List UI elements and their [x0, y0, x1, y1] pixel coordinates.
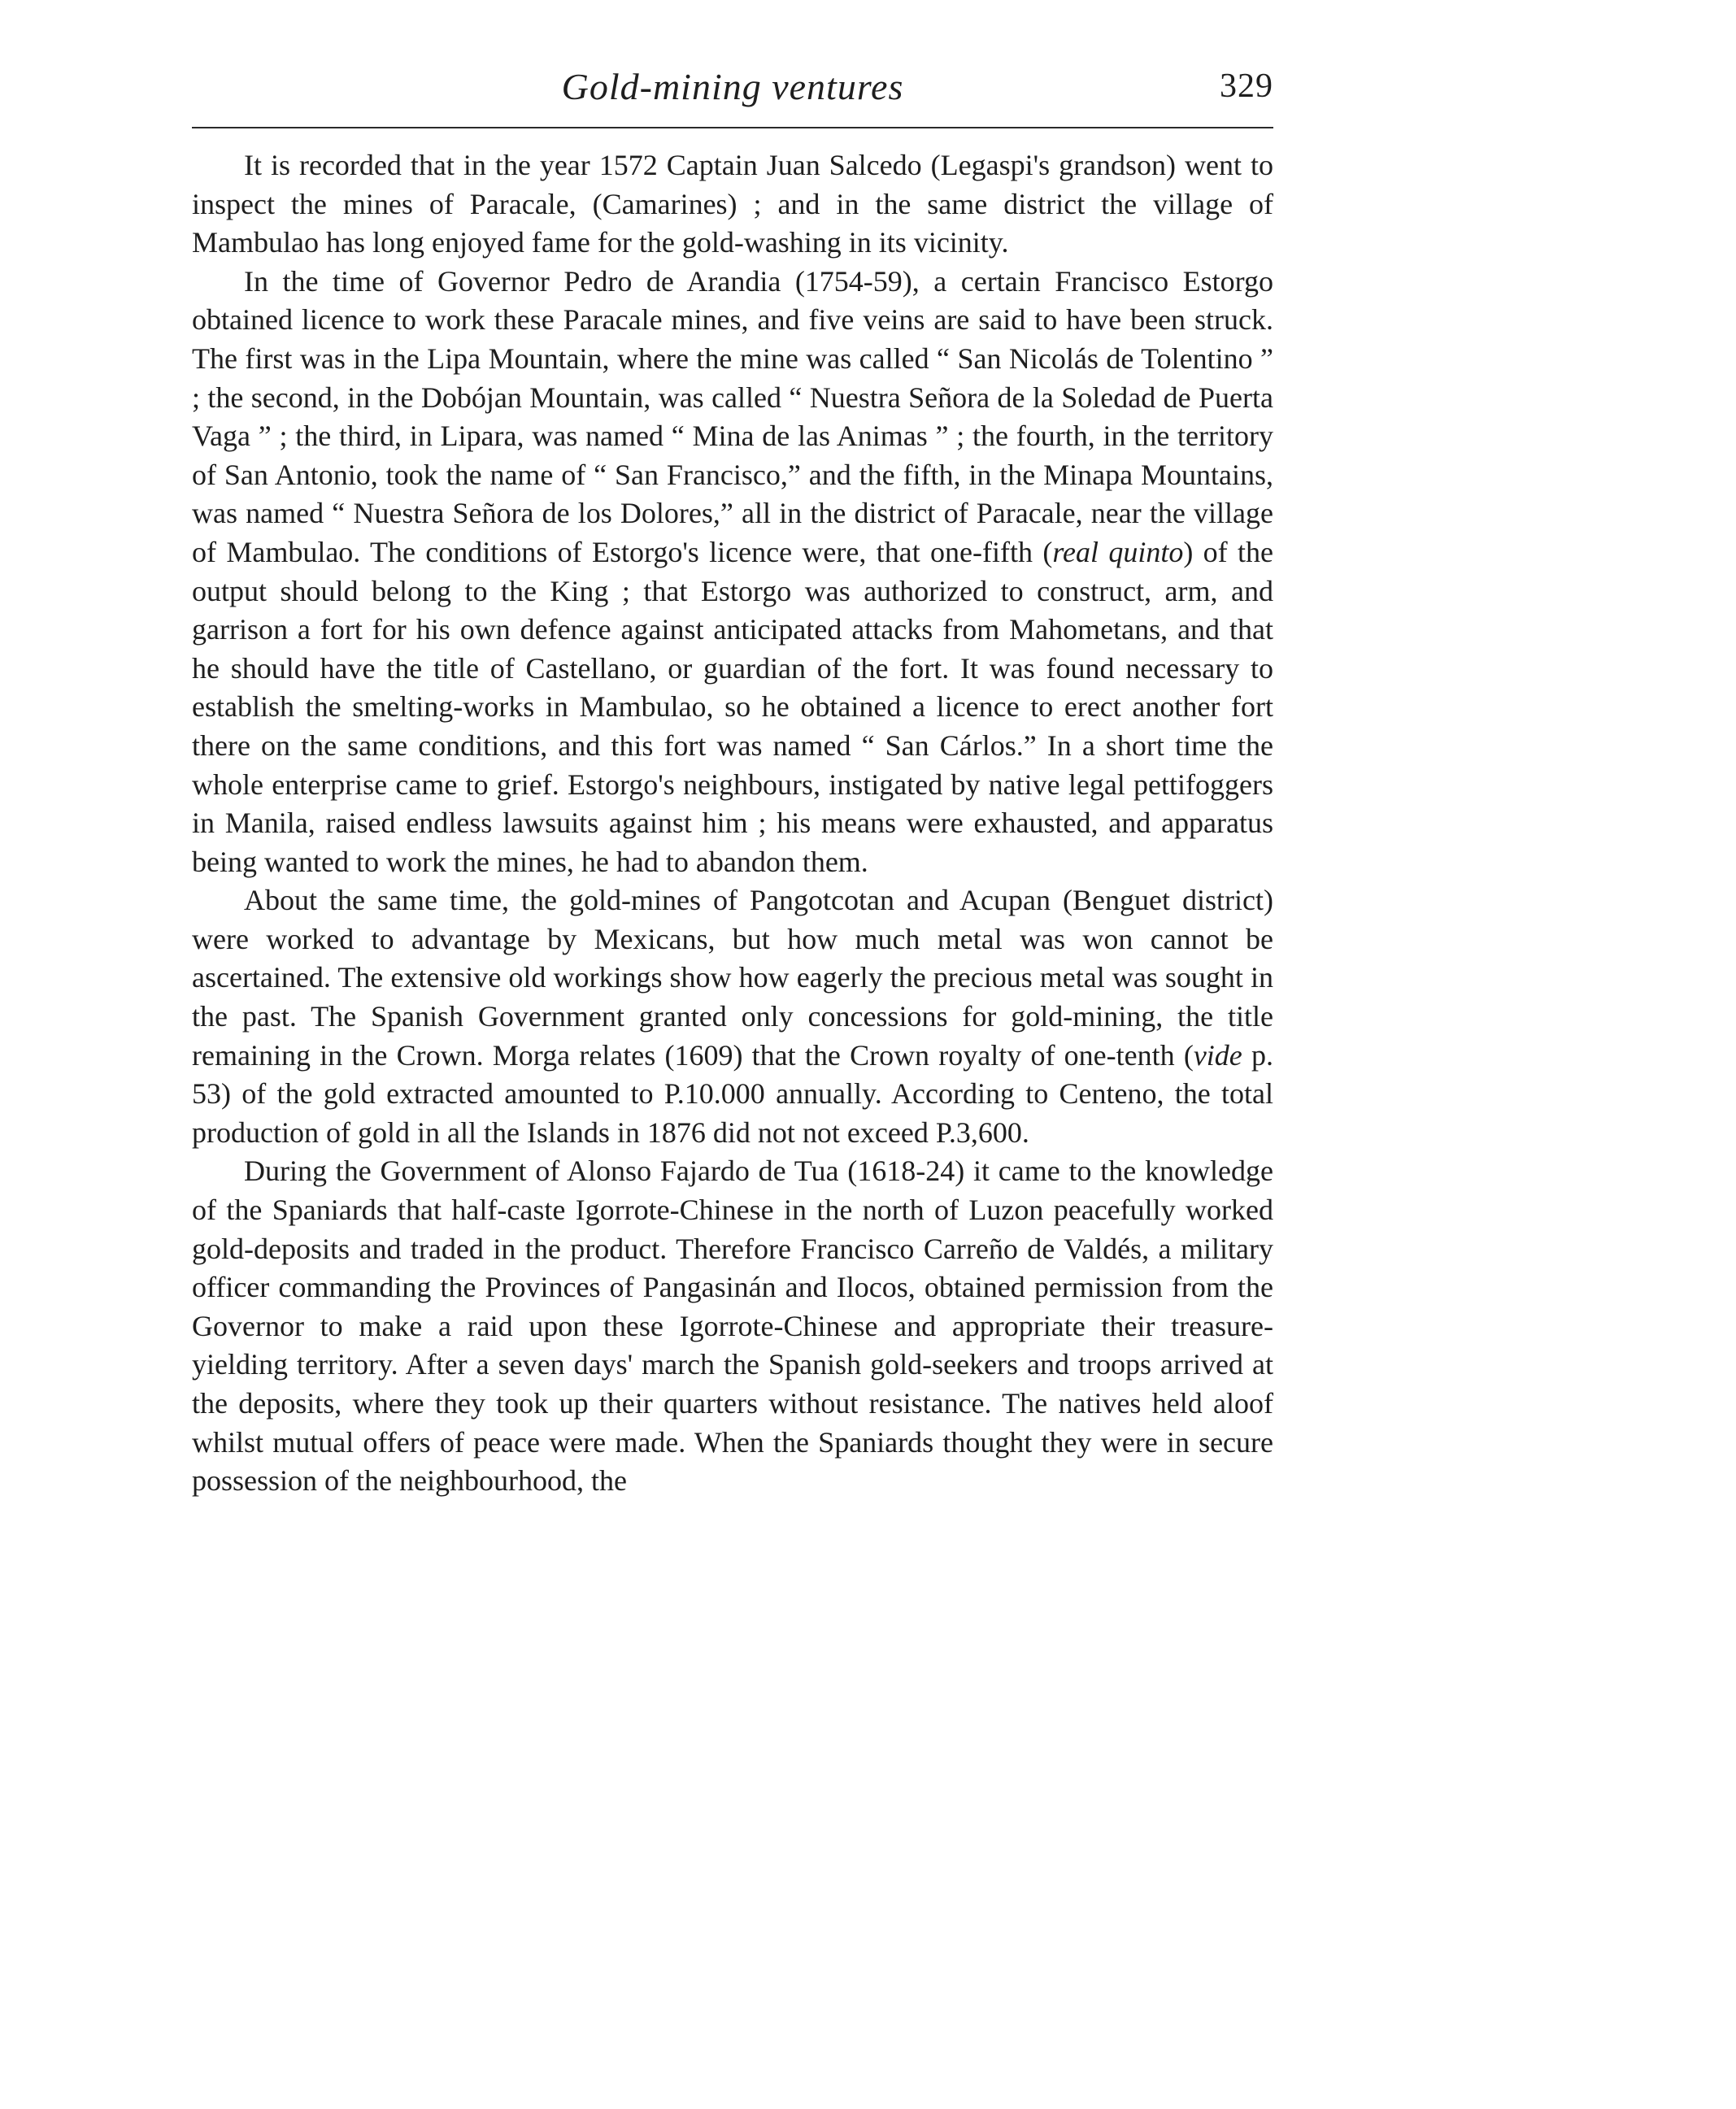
text-span: It is recorded that in the year 1572 Captain Juan Salcedo (Legaspi's grandson) went to inspect the mines of Paracale, (Camarines) ; and in the same district the village of Mambulao has long enjoyed fame for the gold-washing in its vicinity. — [192, 149, 1273, 259]
text-span: ) of the output should belong to the King ; that Estorgo was authorized to construct, arm, and garrison a fort for his own defence against anticipated attacks from Mahometans, and that he should have the title of Castellano, or guardian of the fort. It was found necessary to establish the smelting-works in Mambulao, so he obtained a licence to erect another fort there on the same conditions, and this fort was named “ San Cárlos.” In a short time the whole enterprise came to grief. Estorgo's neighbours, instigated by native legal pettifoggers in Manila, raised endless lawsuits against him ; his means were exhausted, and apparatus being wanted to work the mines, he had to abandon them. — [192, 535, 1273, 878]
italic-term: vide — [1193, 1038, 1242, 1072]
book-page — [192, 57, 1274, 1498]
text-span: p. 53) of the gold extracted amounted to P.10.000 annually. According to Centeno, the total production of gold in all the Islands in 1876 did not not exceed P.3,600. — [192, 1038, 1274, 1149]
paragraph-fajardo — [192, 1152, 1273, 1500]
paragraph-estorgo — [192, 263, 1273, 882]
page-number: 329 — [1220, 67, 1273, 105]
running-head — [192, 57, 1273, 122]
header-rule — [192, 127, 1273, 128]
paragraph-salcedo — [192, 146, 1273, 263]
text-span: During the Government of Alonso Fajardo de Tua (1618-24) it came to the knowledge of the Spaniards that half-caste Igorrote-Chinese in the north of Luzon peacefully worked gold-deposits and traded in the product. Therefore Francisco Carreño de Valdés, a military officer commanding the Provinces of Pangasinán and Ilocos, obtained permission from the Governor to make a raid upon these Igorrote-Chinese and appropriate their treasure-yielding territory. After a seven days' march the Spanish gold-seekers and troops arrived at the deposits, where they took up their quarters without resistance. The natives held aloof whilst mutual offers of peace were made. When the Spaniards thought they were in secure possession of the neighbourhood, the — [192, 1155, 1273, 1498]
text-span: In the time of Governor Pedro de Arandia (1754-59), a certain Francisco Estorgo obtained licence to work these Paracale mines, and five veins are said to have been struck. The first was in the Lipa Mountain, where the mine was called “ San Nicolás de Tolentino ” ; the second, in the Dobójan Mountain, was called “ Nuestra Señora de la Soledad de Puerta Vaga ” ; the third, in Lipara, was named “ Mina de las Animas ” ; the fourth, in the territory of San Antonio, took the name of “ San Francisco,” and the fifth, in the Minapa Mountains, was named “ Nuestra Señora de los Dolores,” all in the district of Paracale, near the village of Mambulao. The conditions of Estorgo's licence were, that one-fifth ( — [192, 264, 1273, 568]
body-text — [192, 146, 1273, 1501]
italic-term: real quinto — [1052, 535, 1184, 568]
paragraph-benguet — [192, 881, 1273, 1152]
running-title: Gold-mining ventures — [561, 66, 904, 107]
text-span: About the same time, the gold-mines of Pangotcotan and Acupan (Benguet district) were worked to advantage by Mexicans, but how much metal was won cannot be ascertained. The extensive old workings show how eagerly the precious metal was sought in the past. The Spanish Government granted only concessions for gold-mining, the title remaining in the Crown. Morga relates (1609) that the Crown royalty of one-tenth ( — [192, 884, 1273, 1072]
